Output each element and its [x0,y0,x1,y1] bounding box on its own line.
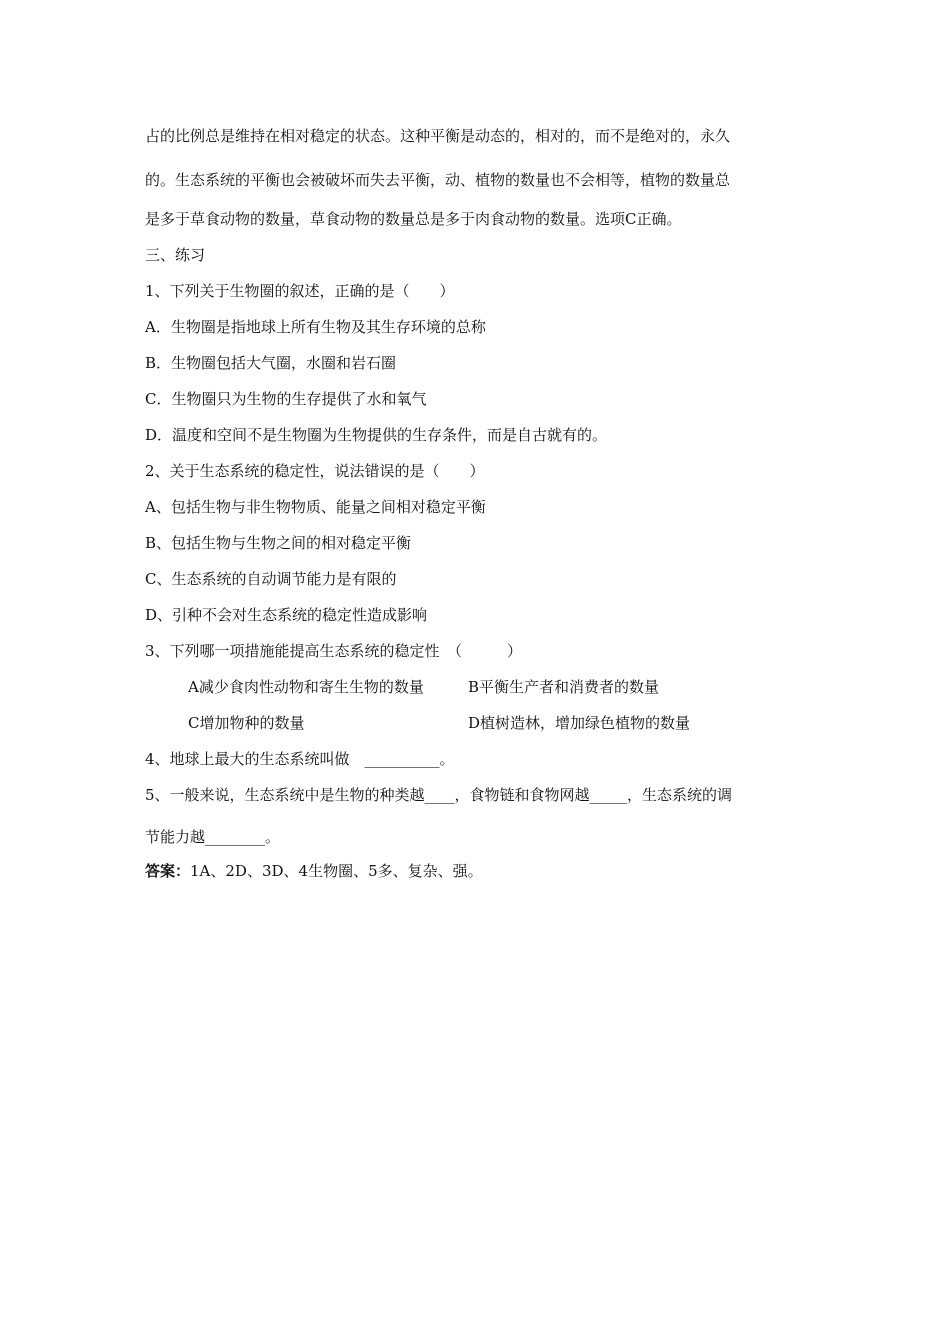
question-1-option-a: A．生物圈是指地球上所有生物及其生存环境的总称 [145,318,486,336]
question-2-option-b: B、包括生物与生物之间的相对稳定平衡 [145,534,412,552]
intro-line-3: 是多于草食动物的数量，草食动物的数量总是多于肉食动物的数量。选项C正确。 [145,210,682,228]
answer-label: 答案： [145,862,191,880]
intro-line-2: 的。生态系统的平衡也会被破坏而失去平衡，动、植物的数量也不会相等，植物的数量总 [145,171,731,189]
question-3-option-a: A减少食肉性动物和寄生生物的数量 [188,678,424,696]
question-3-stem: 3、下列哪一项措施能提高生态系统的稳定性 （ ） [145,642,523,660]
question-2-option-c: C、生态系统的自动调节能力是有限的 [145,570,397,588]
intro-line-1: 占的比例总是维持在相对稳定的状态。这种平衡是动态的，相对的，而不是绝对的，永久 [145,127,731,145]
question-2-stem: 2、关于生态系统的稳定性，说法错误的是（ ） [145,462,485,480]
question-3-option-c: C增加物种的数量 [188,714,305,732]
question-1-option-c: C．生物圈只为生物的生存提供了水和氧气 [145,390,427,408]
question-1-option-d: D．温度和空间不是生物圈为生物提供的生存条件，而是自古就有的。 [145,426,608,444]
question-3-option-b: B平衡生产者和消费者的数量 [468,678,660,696]
question-1-stem: 1、下列关于生物圈的叙述，正确的是（ ） [145,282,455,300]
answer-text: 1A、2D、3D、4生物圈、5多、复杂、强。 [190,862,483,880]
question-1-option-b: B．生物圈包括大气圈，水圈和岩石圈 [145,354,397,372]
question-3-option-d: D植树造林，增加绿色植物的数量 [468,714,691,732]
section-title: 三、练习 [145,246,206,264]
question-5-line-1: 5、一般来说，生态系统中是生物的种类越____，食物链和食物网越_____，生态系统的调 [145,786,733,804]
answer-line [145,861,483,881]
question-4-stem: 4、地球上最大的生态系统叫做 __________。 [145,750,455,768]
question-5-line-2: 节能力越________。 [145,828,281,846]
question-2-option-a: A、包括生物与非生物物质、能量之间相对稳定平衡 [145,498,486,516]
question-2-option-d: D、引种不会对生态系统的稳定性造成影响 [145,606,428,624]
